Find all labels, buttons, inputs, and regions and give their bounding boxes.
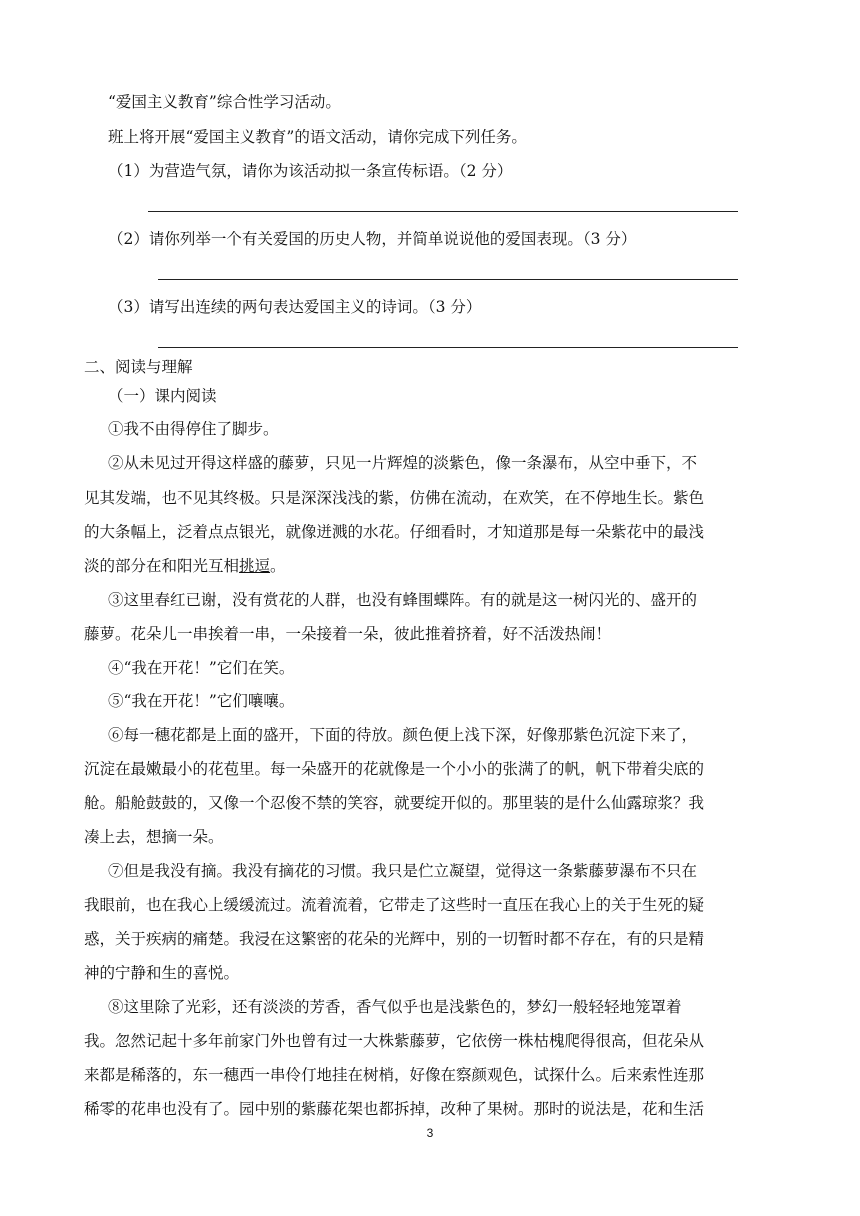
paragraph-7-line-3: 惑，关于疾病的痛楚。我浸在这繁密的花朵的光辉中，别的一切暂时都不存在，有的只是精 xyxy=(84,930,705,948)
paragraph-7-line-1: ⑦但是我没有摘。我没有摘花的习惯。我只是伫立凝望，觉得这一条紫藤萝瀑布不只在 xyxy=(108,862,698,880)
answer-line-3[interactable] xyxy=(158,347,738,348)
paragraph-8-line-1: ⑧这里除了光彩，还有淡淡的芳香，香气似乎也是浅紫色的，梦幻一般轻轻地笼罩着 xyxy=(108,998,682,1016)
page-number: 3 xyxy=(426,1126,434,1140)
paragraph-8-line-4: 稀零的花串也没有了。园中别的紫藤花架也都拆掉，改种了果树。那时的说法是，花和生活 xyxy=(84,1100,705,1118)
paragraph-8-line-2: 我。忽然记起十多年前家门外也曾有过一大株紫藤萝，它依傍一株枯槐爬得很高，但花朵从 xyxy=(84,1032,705,1050)
paragraph-8-line-3: 来都是稀落的，东一穗西一串伶仃地挂在树梢，好像在察颜观色，试探什么。后来索性连那 xyxy=(84,1066,705,1084)
paragraph-2-line-4 xyxy=(84,556,286,576)
paragraph-2-line-2: 见其发端，也不见其终极。只是深深浅浅的紫，仿佛在流动，在欢笑，在不停地生长。紫色 xyxy=(84,489,705,507)
paragraph-4: ④“我在开花！”它们在笑。 xyxy=(108,659,295,677)
paragraph-6-line-2: 沉淀在最嫩最小的花苞里。每一朵盛开的花就像是一个小小的张满了的帆，帆下带着尖底的 xyxy=(84,760,705,778)
question-1: （1）为营造气氛，请你为该活动拟一条宣传标语。（2 分） xyxy=(108,162,513,180)
section-heading: 二、阅读与理解 xyxy=(84,358,193,376)
text-segment: 淡的部分在和阳光互相 xyxy=(84,557,240,575)
paragraph-6-line-3: 舱。船舱鼓鼓的，又像一个忍俊不禁的笑容，就要绽开似的。那里装的是什么仙露琼浆？我 xyxy=(84,794,705,812)
underlined-word: 挑逗 xyxy=(239,557,271,575)
answer-line-1[interactable] xyxy=(148,211,738,212)
paragraph-3-line-1: ③这里春红已谢，没有赏花的人群，也没有蜂围蝶阵。有的就是这一树闪光的、盛开的 xyxy=(108,591,698,609)
answer-line-2[interactable] xyxy=(158,279,738,280)
text-segment: 。 xyxy=(270,557,286,575)
paragraph-3-line-2: 藤萝。花朵儿一串挨着一串，一朵接着一朵，彼此推着挤着，好不活泼热闹！ xyxy=(84,625,612,643)
activity-title: “爱国主义教育”综合性学习活动。 xyxy=(108,93,341,111)
activity-intro: 班上将开展“爱国主义教育”的语文活动，请你完成下列任务。 xyxy=(108,128,527,146)
paragraph-6-line-1: ⑥每一穗花都是上面的盛开，下面的待放。颜色便上浅下深，好像那紫色沉淀下来了， xyxy=(108,726,698,744)
paragraph-7-line-4: 神的宁静和生的喜悦。 xyxy=(84,964,240,982)
paragraph-6-line-4: 凑上去，想摘一朵。 xyxy=(84,828,224,846)
paragraph-5: ⑤“我在开花！”它们嚷嚷。 xyxy=(108,692,295,710)
paragraph-1: ①我不由得停住了脚步。 xyxy=(108,420,279,438)
paragraph-2-line-3: 的大条幅上，泛着点点银光，就像迸溅的水花。仔细看时，才知道那是每一朵紫花中的最浅 xyxy=(84,523,705,541)
paragraph-2-line-1: ②从未见过开得这样盛的藤萝，只见一片辉煌的淡紫色，像一条瀑布，从空中垂下，不 xyxy=(108,454,698,472)
paragraph-7-line-2: 我眼前，也在我心上缓缓流过。流着流着，它带走了这些时一直压在我心上的关于生死的疑 xyxy=(84,896,705,914)
section-subheading: （一）课内阅读 xyxy=(108,387,217,405)
question-2: （2）请你列举一个有关爱国的历史人物，并简单说说他的爱国表现。（3 分） xyxy=(108,230,637,248)
question-3: （3）请写出连续的两句表达爱国主义的诗词。（3 分） xyxy=(108,298,482,316)
